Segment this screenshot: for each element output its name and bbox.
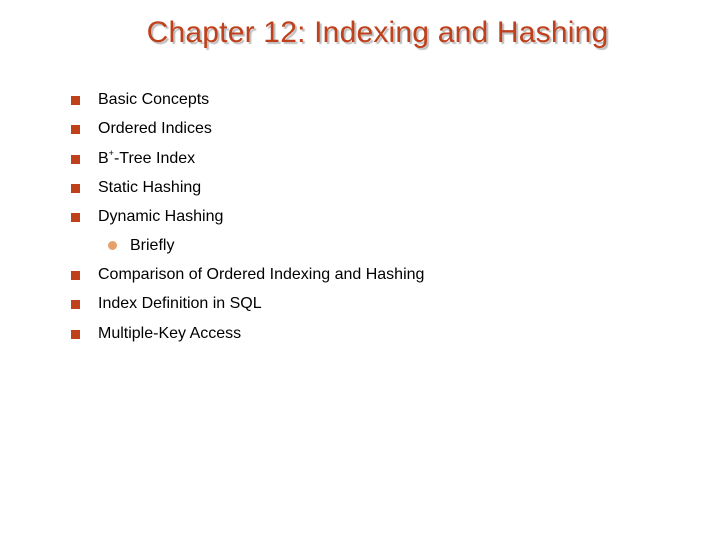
circle-bullet-icon: [108, 241, 117, 250]
list-item-label: Dynamic Hashing: [98, 208, 224, 225]
square-bullet-icon: [71, 330, 80, 339]
list-item-label: Comparison of Ordered Indexing and Hashing: [98, 266, 425, 283]
square-bullet-icon: [71, 155, 80, 164]
superscript-plus: +: [108, 147, 114, 158]
list-item-label: Index Definition in SQL: [98, 295, 262, 312]
list-item-basic-concepts: [98, 89, 209, 111]
sub-list-item-briefly: [130, 235, 174, 257]
square-bullet-icon: [71, 271, 80, 280]
list-item-label-suffix: -Tree Index: [113, 150, 196, 167]
slide-title: Chapter 12: Indexing and Hashing: [146, 16, 609, 49]
list-item-comparison: [98, 264, 424, 286]
list-item-label: Basic Concepts: [98, 91, 210, 108]
list-item-label: Static Hashing: [98, 179, 202, 196]
list-item-multiple-key-access: [98, 323, 241, 345]
list-item-dynamic-hashing: [98, 206, 223, 228]
square-bullet-icon: [71, 125, 80, 134]
square-bullet-icon: [71, 300, 80, 309]
list-item-label: Multiple-Key Access: [98, 325, 242, 342]
list-item-label: Ordered Indices: [98, 120, 212, 137]
list-item-index-definition: [98, 293, 262, 315]
list-item-label-prefix: B: [98, 150, 109, 167]
list-item-ordered-indices: [98, 118, 212, 140]
sub-list-item-label: Briefly: [130, 237, 175, 254]
square-bullet-icon: [71, 213, 80, 222]
square-bullet-icon: [71, 96, 80, 105]
list-item-bplus-tree-index: [98, 148, 195, 170]
list-item-static-hashing: [98, 177, 201, 199]
square-bullet-icon: [71, 184, 80, 193]
